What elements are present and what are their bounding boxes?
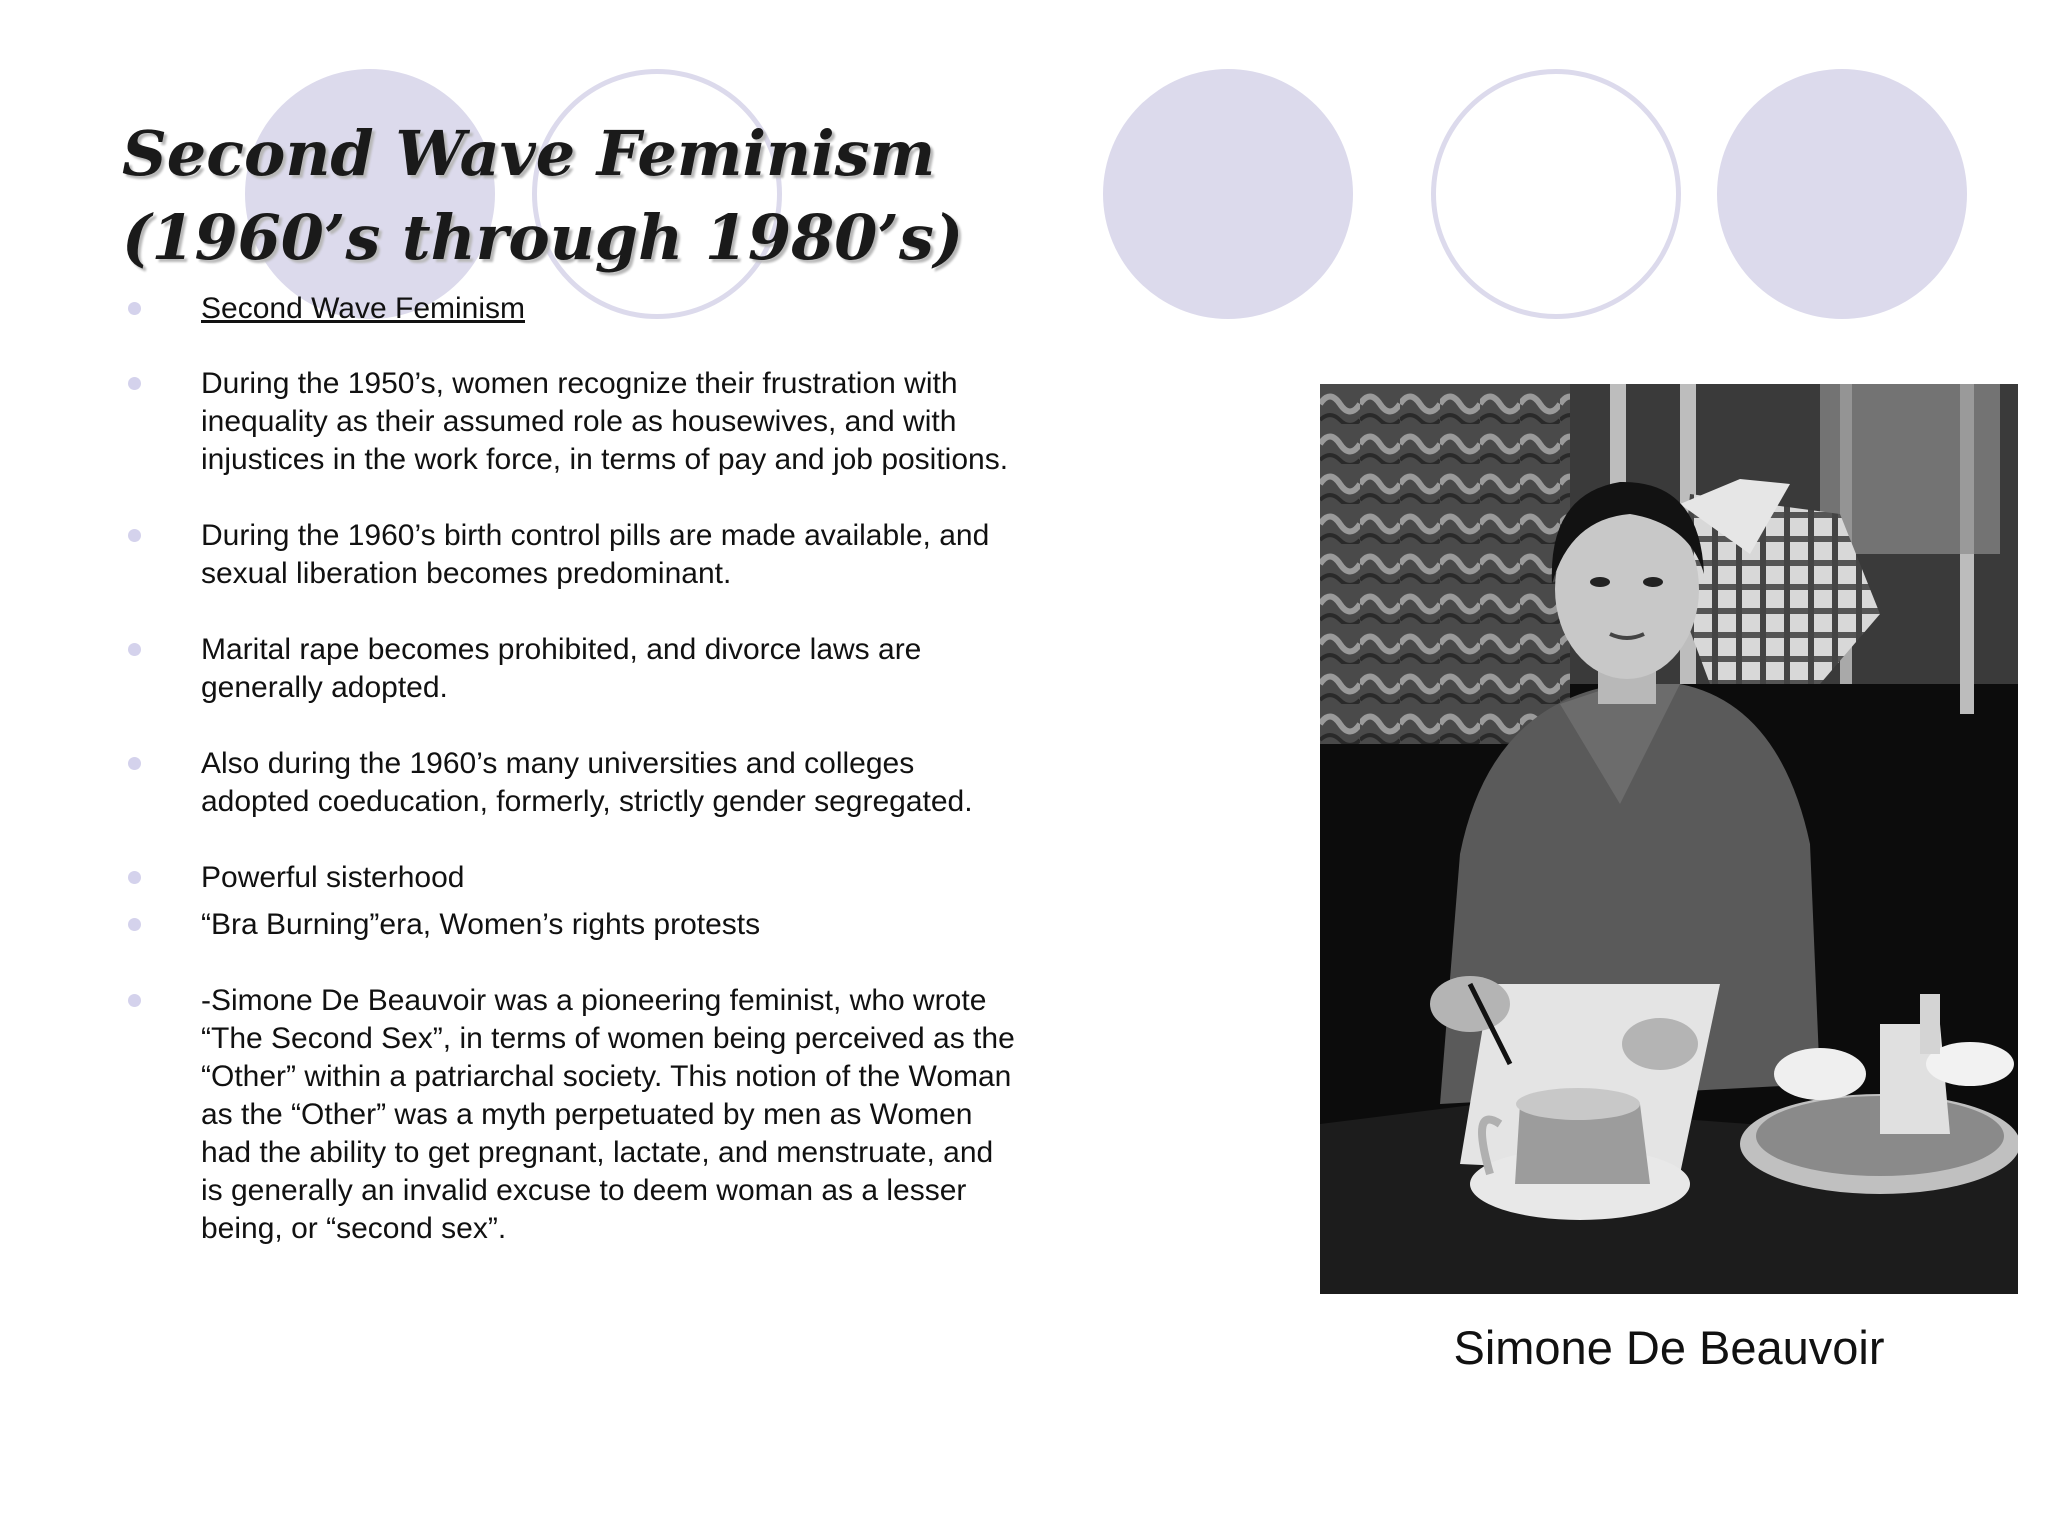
decorative-circle-5 xyxy=(1717,69,1967,319)
bullet-text: During the 1960’s birth control pills are made available, and sexual liberation becomes predominant. xyxy=(201,519,990,590)
bullet-text: Also during the 1960’s many universities and colleges adopted coeducation, formerly, strictly gender segregated. xyxy=(201,747,973,818)
bullet-text: “Bra Burning”era, Women’s rights protests xyxy=(201,908,761,941)
portrait-photo xyxy=(1320,384,2018,1294)
decorative-circle-3 xyxy=(1103,69,1353,319)
bullet-item xyxy=(122,290,1022,328)
bullet-dot-icon xyxy=(128,529,141,542)
bullet-item xyxy=(122,745,1022,821)
bullet-item xyxy=(122,906,1022,944)
title-line-2: (1960’s through 1980’s) xyxy=(122,201,964,274)
bullet-text: Second Wave Feminism xyxy=(201,292,525,325)
bullet-dot-icon xyxy=(128,918,141,931)
portrait-illustration xyxy=(1320,384,2018,1294)
slide-title xyxy=(122,112,1022,280)
bullet-item xyxy=(122,365,1022,479)
bullet-text: Powerful sisterhood xyxy=(201,861,465,894)
bullet-dot-icon xyxy=(128,377,141,390)
bullet-dot-icon xyxy=(128,871,141,884)
bullet-item xyxy=(122,859,1022,897)
decorative-ring-4 xyxy=(1431,69,1681,319)
bullet-text: Marital rape becomes prohibited, and divorce laws are generally adopted. xyxy=(201,633,922,704)
bullet-item xyxy=(122,982,1022,1248)
bullet-item xyxy=(122,517,1022,593)
bullet-text: -Simone De Beauvoir was a pioneering feminist, who wrote “The Second Sex”, in terms of women being perceived as the “Other” within a patriarchal society. This notion of the Woman as the “Other” was a myth perpetuated by men as Women had the ability to get pregnant, lactate, and menstruate, and is generally an invalid excuse to deem woman as a lesser being, or “second sex”. xyxy=(201,984,1015,1245)
title-line-1: Second Wave Feminism xyxy=(122,117,936,190)
bullet-dot-icon xyxy=(128,302,141,315)
bullet-item xyxy=(122,631,1022,707)
bullet-dot-icon xyxy=(128,643,141,656)
bullet-dot-icon xyxy=(128,757,141,770)
bullet-list xyxy=(122,290,1022,1286)
bullet-text: During the 1950’s, women recognize their frustration with inequality as their assumed role as housewives, and with injustices in the work force, in terms of pay and job positions. xyxy=(201,367,1009,476)
bullet-dot-icon xyxy=(128,994,141,1007)
photo-caption: Simone De Beauvoir xyxy=(1453,1321,1885,1374)
